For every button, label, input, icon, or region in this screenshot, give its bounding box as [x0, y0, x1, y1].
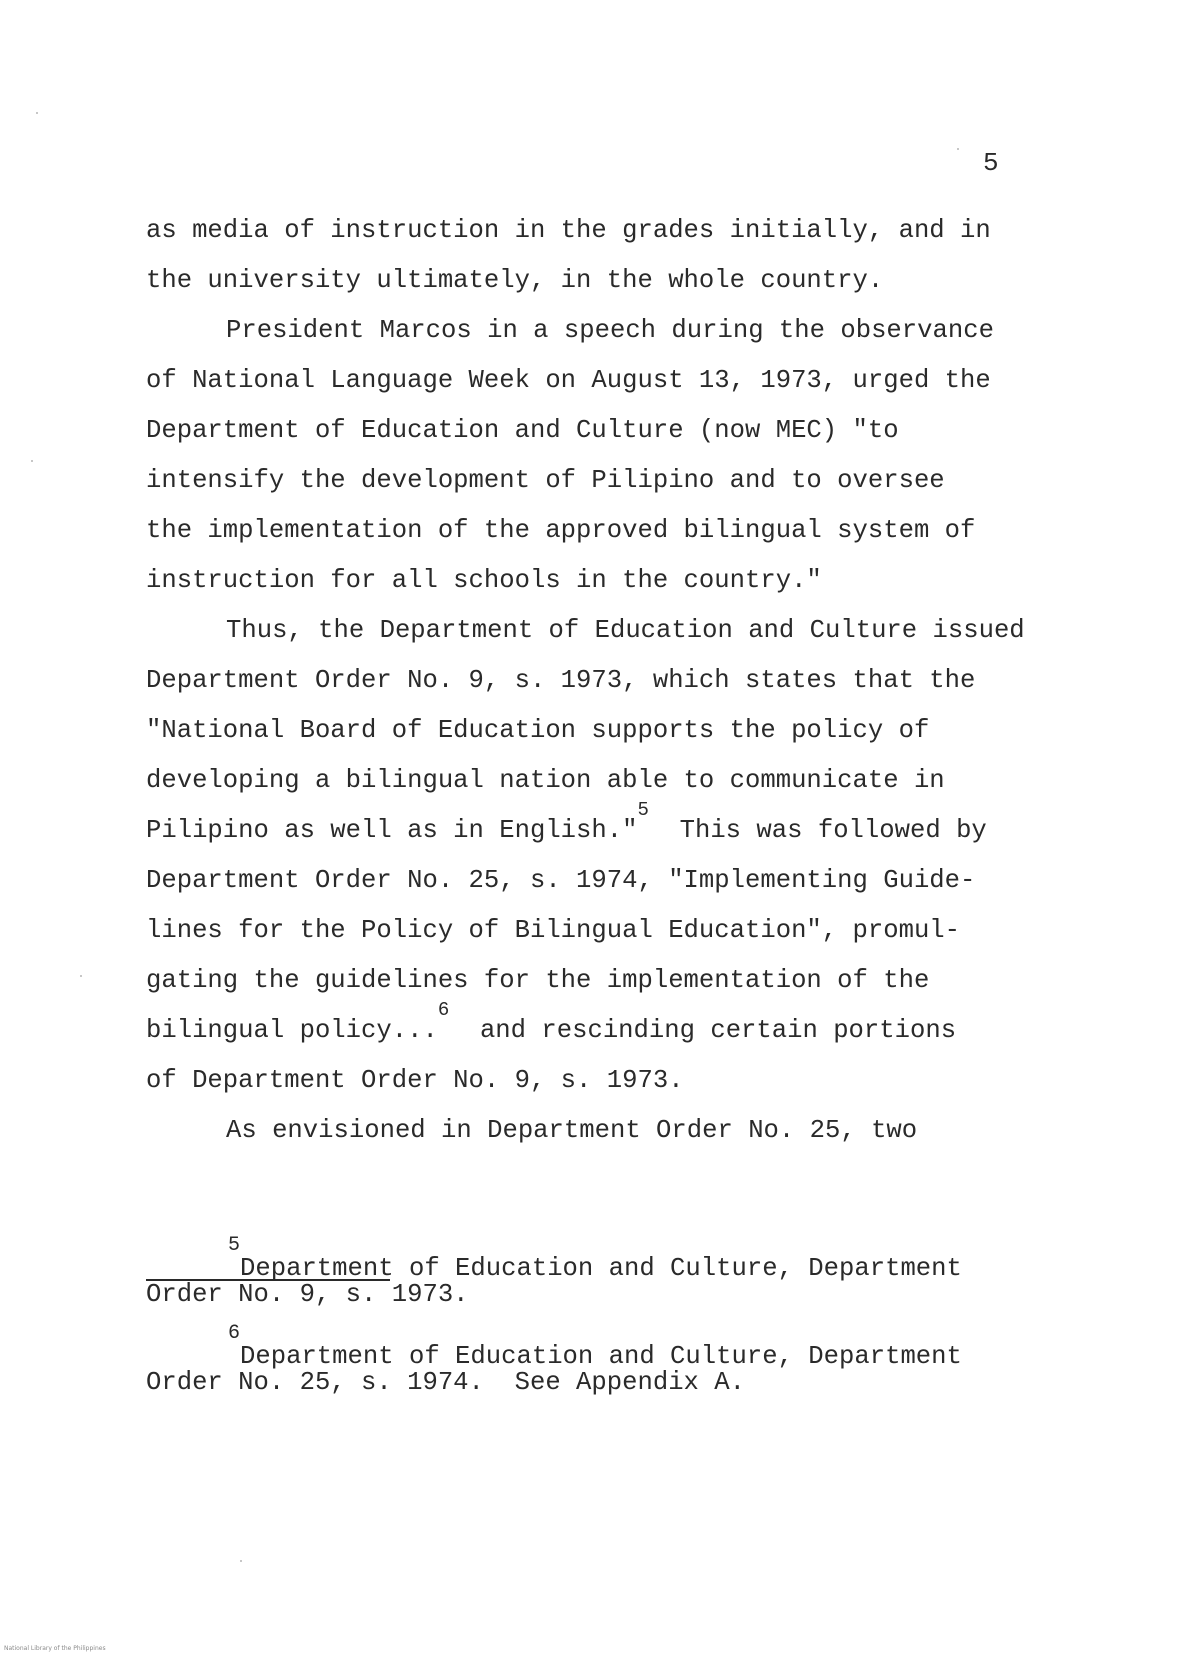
- body-line-16: gating the guidelines for the implementation of the: [146, 966, 930, 995]
- footnote-6-text-1: Department of Education and Culture, Department: [240, 1342, 962, 1371]
- body-line-6: intensify the development of Pilipino and to oversee: [146, 466, 945, 495]
- body-line-1: as media of instruction in the grades initially, and in: [146, 216, 991, 245]
- body-line-8: instruction for all schools in the country.": [146, 566, 822, 595]
- body-line-10: Department Order No. 9, s. 1973, which states that the: [146, 666, 976, 695]
- body-line-14: Department Order No. 25, s. 1974, "Implementing Guide-: [146, 866, 976, 895]
- body-line-17: [146, 999, 957, 1046]
- body-line-11: "National Board of Education supports the policy of: [146, 716, 930, 745]
- body-line-18: of Department Order No. 9, s. 1973.: [146, 1066, 684, 1095]
- footnote-5-line-2: Order No. 9, s. 1973.: [146, 1280, 469, 1309]
- body-line-13-after: This was followed by: [648, 816, 987, 845]
- footnote-6-mark: 6: [228, 1322, 241, 1345]
- body-line-2: the university ultimately, in the whole country.: [146, 266, 884, 295]
- body-line-17-after: and rescinding certain portions: [449, 1016, 957, 1045]
- body-line-12: developing a bilingual nation able to communicate in: [146, 766, 945, 795]
- footnote-5-mark: 5: [228, 1234, 241, 1257]
- archive-stamp: National Library of the Philippines: [4, 1645, 106, 1652]
- page-number: 5: [983, 148, 999, 178]
- body-line-15: lines for the Policy of Bilingual Education", promul-: [146, 916, 961, 945]
- body-line-3: President Marcos in a speech during the observance: [226, 316, 994, 345]
- body-line-7: the implementation of the approved bilingual system of: [146, 516, 976, 545]
- body-line-5: Department of Education and Culture (now MEC) "to: [146, 416, 899, 445]
- footnote-5-line-1: [228, 1234, 962, 1283]
- footnote-6-line-2: Order No. 25, s. 1974. See Appendix A.: [146, 1368, 745, 1397]
- body-line-13: [146, 799, 987, 846]
- body-line-19: As envisioned in Department Order No. 25, two: [226, 1116, 918, 1145]
- body-line-4: of National Language Week on August 13, 1973, urged the: [146, 366, 991, 395]
- body-line-13-before: Pilipino as well as in English.": [146, 816, 638, 845]
- footnote-ref-6: 6: [437, 999, 450, 1021]
- body-line-9: Thus, the Department of Education and Culture issued: [226, 616, 1025, 645]
- footnote-ref-5: 5: [637, 799, 649, 821]
- scan-speck: [36, 112, 38, 114]
- scan-speck: [957, 148, 959, 150]
- footnote-6-line-1: [228, 1322, 962, 1371]
- body-line-17-before: bilingual policy...: [146, 1016, 438, 1045]
- scan-speck: [80, 975, 82, 977]
- scan-speck: [31, 460, 33, 462]
- scan-speck: [240, 1560, 242, 1562]
- footnote-5-text-1: Department of Education and Culture, Department: [240, 1254, 962, 1283]
